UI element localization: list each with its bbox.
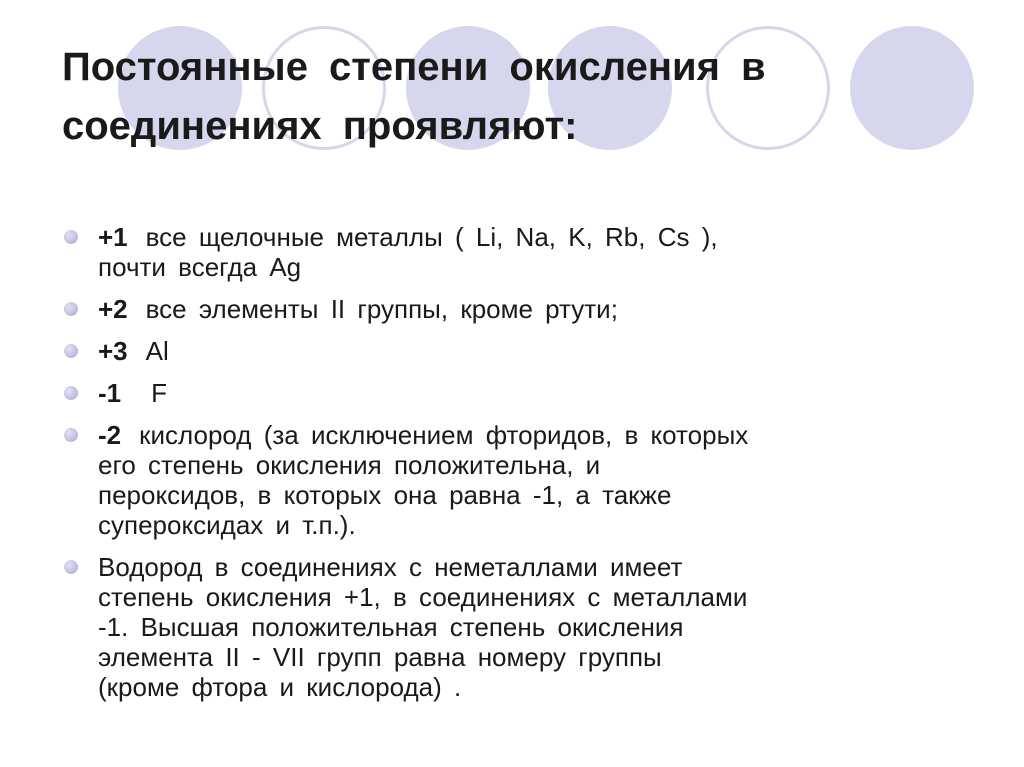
bullet-list [62, 222, 982, 714]
title-line-2: соединениях проявляют: [62, 104, 578, 148]
bullet-icon [64, 560, 78, 574]
oxidation-state: +2 [98, 294, 128, 324]
bullet-icon [64, 386, 78, 400]
item-text: пероксидов, в которых она равна -1, а также [98, 480, 672, 510]
oxidation-state: +1 [98, 222, 128, 252]
bullet-icon [64, 344, 78, 358]
list-item [62, 336, 982, 366]
slide-title [62, 38, 962, 156]
list-item [62, 294, 982, 324]
item-text: элемента II - VII групп равна номеру группы [98, 642, 662, 672]
item-text: (кроме фтора и кислорода) . [98, 672, 462, 702]
list-item [62, 378, 982, 408]
list-item [62, 552, 982, 702]
item-text: все элементы II группы, кроме ртути; [145, 294, 618, 324]
oxidation-state: +3 [98, 336, 128, 366]
list-item [62, 420, 982, 540]
item-text: его степень окисления положительна, и [98, 450, 601, 480]
item-text: Водород в соединениях с неметаллами имеет [98, 552, 683, 582]
item-text: степень окисления +1, в соединениях с металлами [98, 582, 748, 612]
list-item [62, 222, 982, 282]
item-text: Al [145, 336, 169, 366]
item-text: -1. Высшая положительная степень окисления [98, 612, 684, 642]
oxidation-state: -2 [98, 420, 122, 450]
item-text: F [151, 378, 168, 408]
item-text: все щелочные металлы ( Li, Na, K, Rb, Cs ), [145, 222, 718, 252]
item-text: кислород (за исключением фторидов, в которых [139, 420, 749, 450]
bullet-icon [64, 302, 78, 316]
bullet-icon [64, 428, 78, 442]
bullet-icon [64, 230, 78, 244]
oxidation-state: -1 [98, 378, 122, 408]
item-text: супероксидах и т.п.). [98, 510, 356, 540]
item-text: почти всегда Ag [98, 252, 302, 282]
title-line-1: Постоянные степени окисления в [62, 45, 766, 89]
